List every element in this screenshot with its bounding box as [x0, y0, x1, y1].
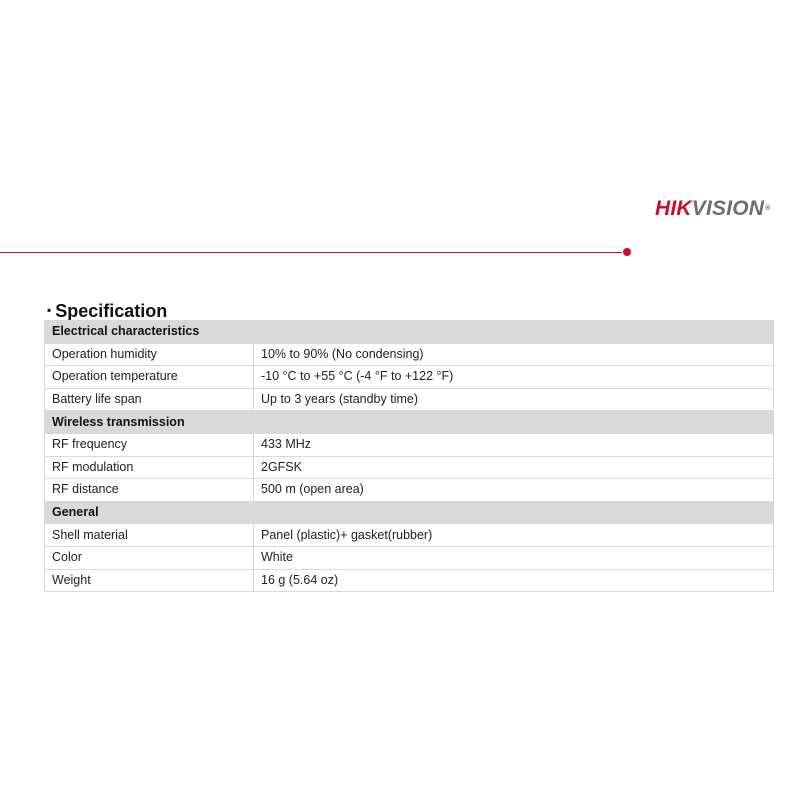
- spec-value: -10 °C to +55 °C (-4 °F to +122 °F): [254, 366, 774, 389]
- spec-value: White: [254, 546, 774, 569]
- section-title-text: Specification: [55, 301, 168, 321]
- spec-value: Panel (plastic)+ gasket(rubber): [254, 524, 774, 547]
- logo-text-hik: HIK: [655, 197, 692, 220]
- spec-key: RF modulation: [45, 456, 254, 479]
- table-row: [45, 433, 774, 456]
- spec-key: Battery life span: [45, 388, 254, 411]
- table-row: [45, 546, 774, 569]
- bullet-icon: ▪: [47, 303, 52, 317]
- table-row: [45, 456, 774, 479]
- spec-key: Weight: [45, 569, 254, 592]
- header-divider-dot: [623, 248, 631, 256]
- table-row: [45, 366, 774, 389]
- specification-table: [44, 320, 774, 592]
- hikvision-logo: [655, 196, 771, 222]
- table-row: [45, 569, 774, 592]
- table-row: [45, 388, 774, 411]
- spec-key: Operation humidity: [45, 343, 254, 366]
- table-row: [45, 524, 774, 547]
- spec-key: Operation temperature: [45, 366, 254, 389]
- table-group-header: [45, 321, 774, 344]
- table-group-header: [45, 501, 774, 524]
- group-title: Wireless transmission: [45, 411, 774, 434]
- spec-key: RF frequency: [45, 433, 254, 456]
- spec-value: 10% to 90% (No condensing): [254, 343, 774, 366]
- spec-key: RF distance: [45, 479, 254, 502]
- group-title: General: [45, 501, 774, 524]
- group-title: Electrical characteristics: [45, 321, 774, 344]
- table-row: [45, 343, 774, 366]
- spec-value: 2GFSK: [254, 456, 774, 479]
- spec-value: Up to 3 years (standby time): [254, 388, 774, 411]
- logo-text-vision: VISION: [691, 197, 765, 220]
- registered-mark: ®: [765, 205, 771, 212]
- table-row: [45, 479, 774, 502]
- spec-value: 433 MHz: [254, 433, 774, 456]
- table-group-header: [45, 411, 774, 434]
- spec-value: 16 g (5.64 oz): [254, 569, 774, 592]
- spec-key: Color: [45, 546, 254, 569]
- spec-key: Shell material: [45, 524, 254, 547]
- spec-value: 500 m (open area): [254, 479, 774, 502]
- header-divider-line: [0, 252, 622, 253]
